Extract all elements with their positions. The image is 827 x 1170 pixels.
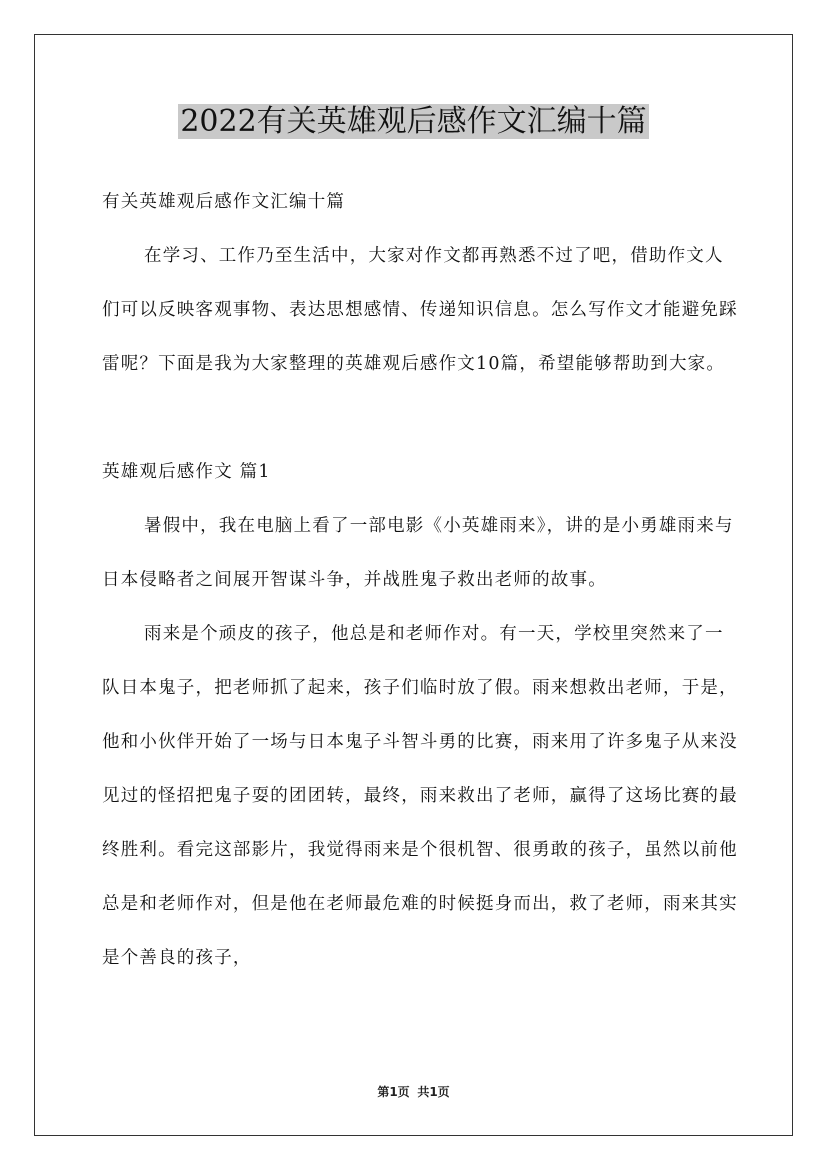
document-body	[102, 175, 742, 985]
body-paragraph: 暑假中，我在电脑上看了一部电影《小英雄雨来》，讲的是小勇雄雨来与日本侵略者之间展开智谋斗争，并战胜鬼子救出老师的故事。	[102, 516, 734, 590]
document-title-text: 2022有关英雄观后感作文汇编十篇	[180, 104, 647, 139]
section-heading: 英雄观后感作文 篇1	[102, 462, 271, 482]
page-number: 第1页	[377, 1085, 410, 1099]
page-total: 共1页	[417, 1085, 450, 1099]
intro-paragraph: 在学习、工作乃至生活中，大家对作文都再熟悉不过了吧，借助作文人们可以反映客观事物、表达思想感情、传递知识信息。怎么写作文才能避免踩雷呢？下面是我为大家整理的英雄观后感作文10篇，希望能够帮助到大家。	[102, 246, 738, 374]
document-title	[0, 100, 827, 144]
body-paragraph: 雨来是个顽皮的孩子，他总是和老师作对。有一天，学校里突然来了一队日本鬼子，把老师抓了起来，孩子们临时放了假。雨来想救出老师，于是，他和小伙伴开始了一场与日本鬼子斗智斗勇的比赛，雨来用了许多鬼子从来没见过的怪招把鬼子耍的团团转，最终，雨来救出了老师，赢得了这场比赛的最终胜利。看完这部影片，我觉得雨来是个很机智、很勇敢的孩子，虽然以前他总是和老师作对，但是他在老师最危难的时候挺身而出，救了老师，雨来其实是个善良的孩子，	[102, 624, 738, 968]
document-subtitle: 有关英雄观后感作文汇编十篇	[102, 192, 346, 212]
section-spacer	[102, 391, 742, 445]
page-footer	[0, 1083, 827, 1100]
